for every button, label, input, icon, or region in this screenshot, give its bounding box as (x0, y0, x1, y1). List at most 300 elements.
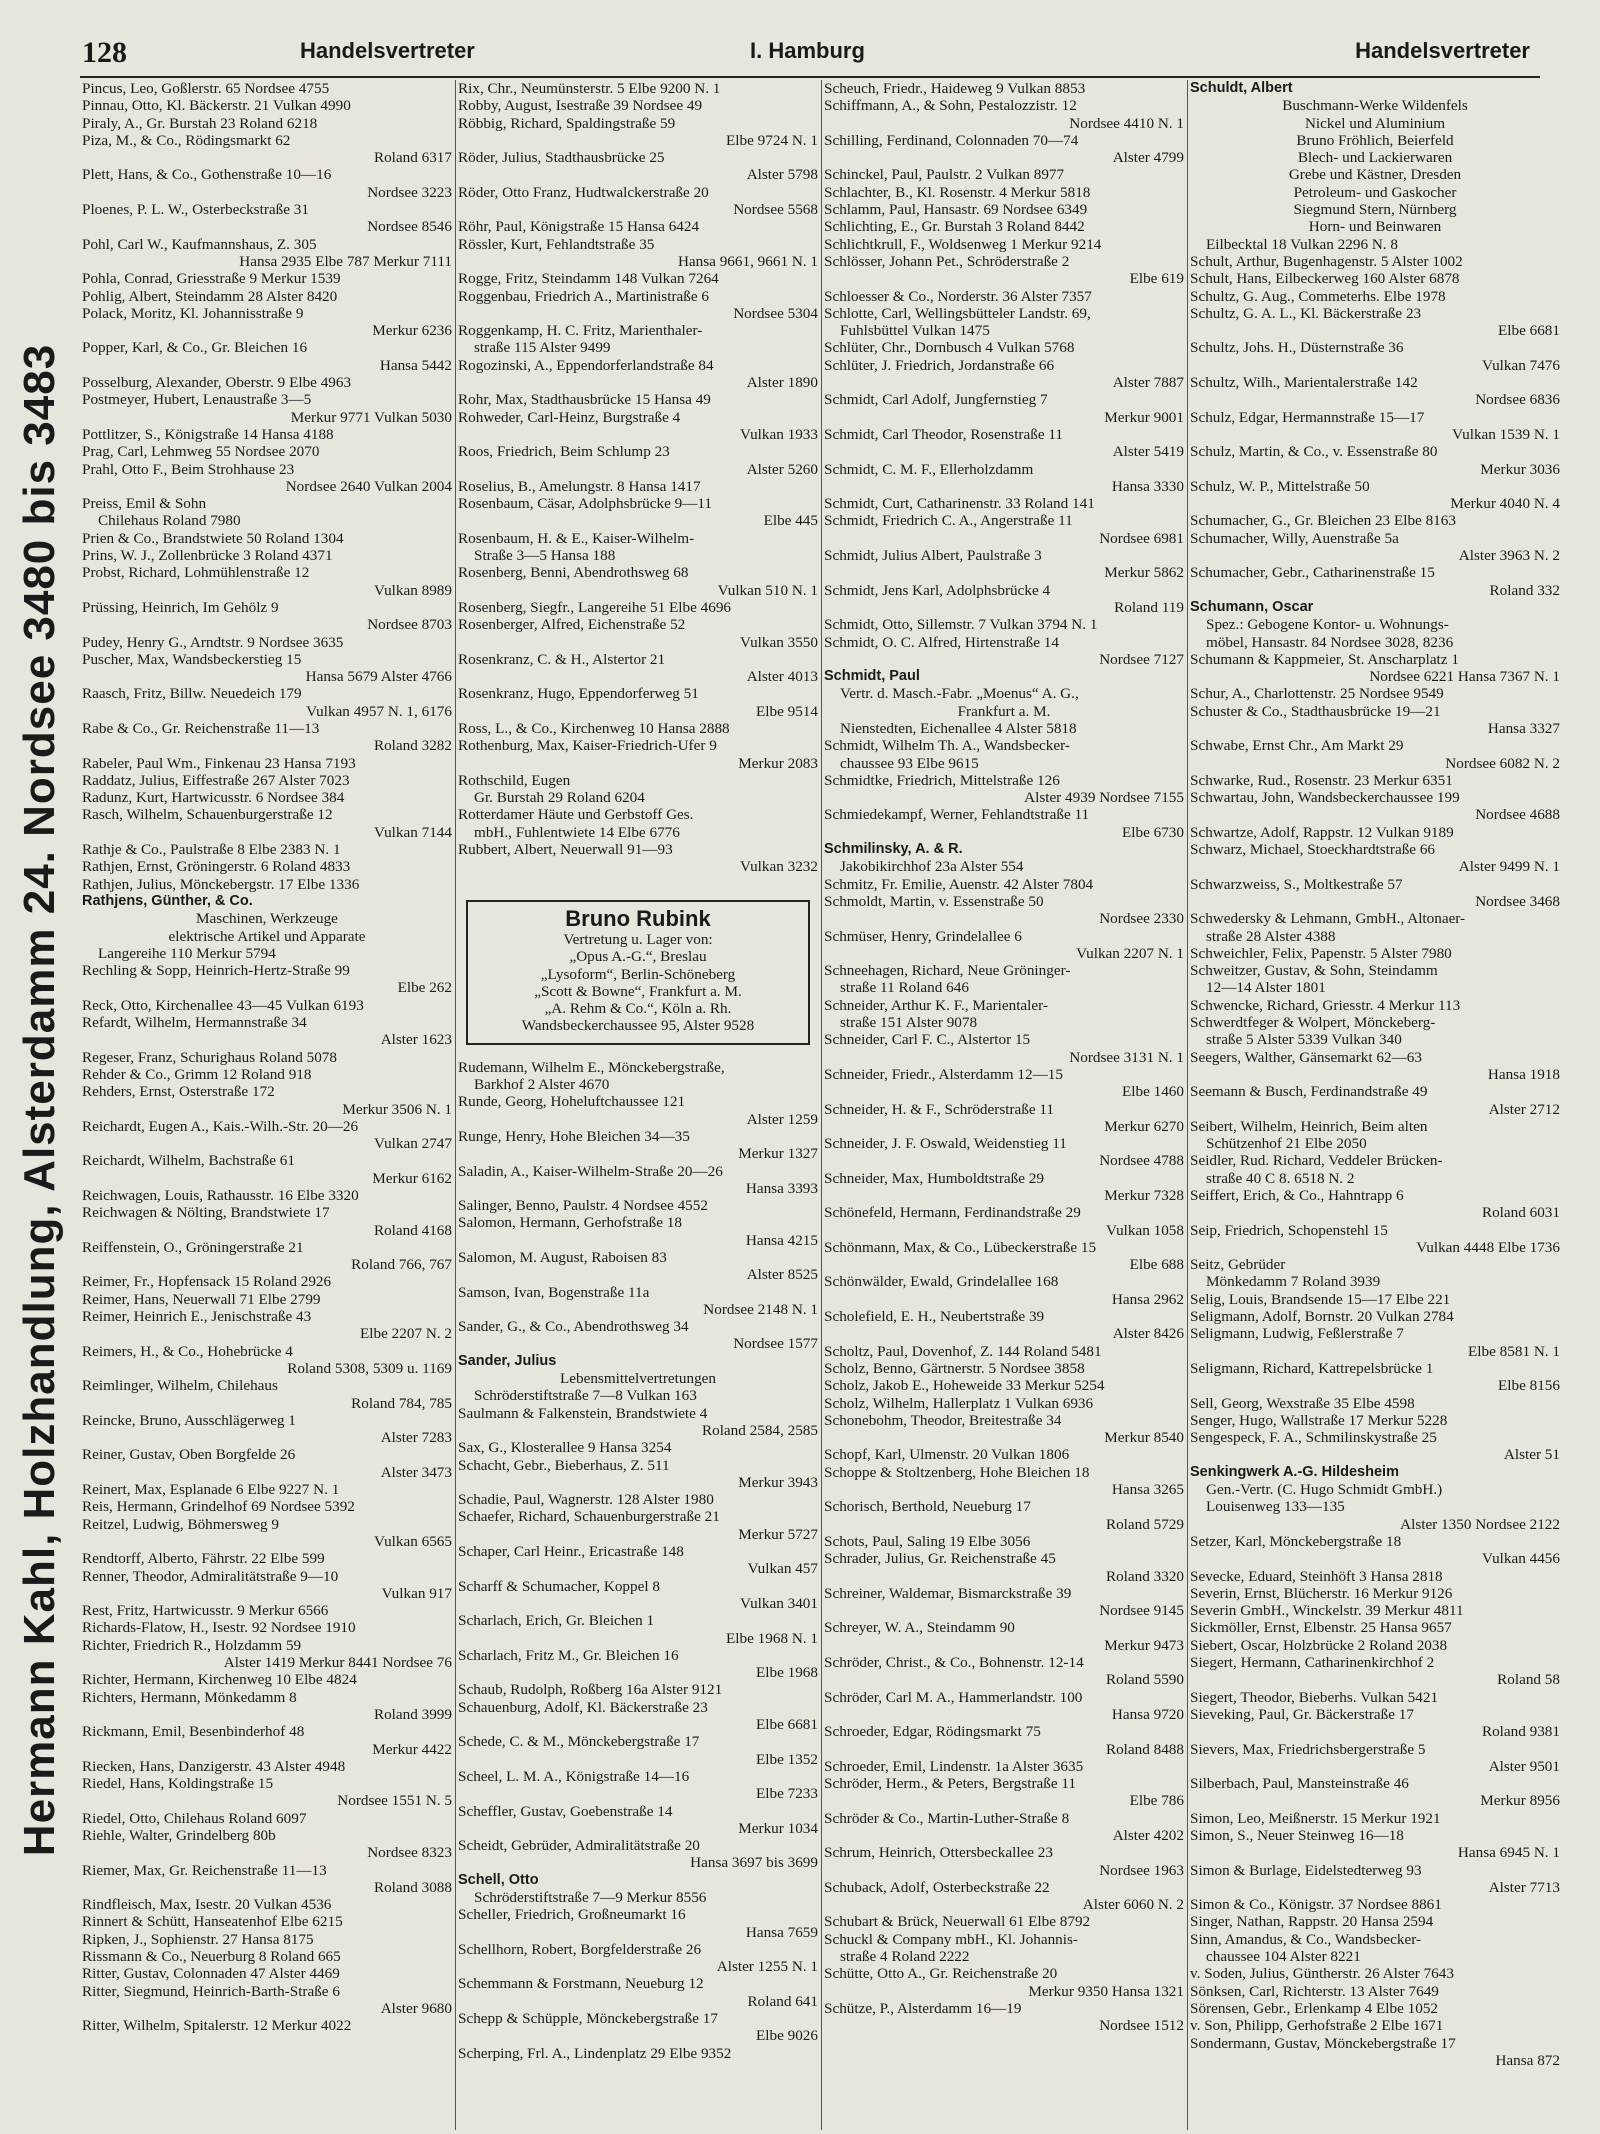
directory-line: Pohlig, Albert, Steindamm 28 Alster 8420 (82, 287, 338, 305)
directory-line: Alster 7283 (380, 1429, 452, 1447)
directory-line: Schemmann & Forstmann, Neueburg 12 (458, 1975, 704, 1993)
directory-line: Elbe 1968 N. 1 (726, 1629, 818, 1647)
directory-line: chaussee 104 Alster 8221 (1206, 1948, 1361, 1966)
directory-line: Schult, Arthur, Bugenhagenstr. 5 Alster 1002 (1190, 252, 1463, 270)
directory-line: Elbe 445 (763, 512, 818, 530)
directory-line: Schlichting, E., Gr. Burstah 3 Roland 8442 (824, 218, 1085, 236)
ad-line: Vertretung u. Lager von: (563, 930, 713, 948)
directory-line: Roland 766, 767 (351, 1256, 452, 1274)
directory-line: Schmidt, O. C. Alfred, Hirtenstraße 14 (824, 633, 1059, 651)
directory-line: Scherping, Frl. A., Lindenplatz 29 Elbe 9352 (458, 2044, 732, 2062)
directory-line: Schönwälder, Ewald, Grindelallee 168 (824, 1273, 1059, 1291)
directory-line: Sengespeck, F. A., Schmilinskystraße 25 (1190, 1429, 1437, 1447)
directory-line: Scheller, Friedrich, Großneumarkt 16 (458, 1906, 686, 1924)
directory-line: Schumacher, Gebr., Catharinenstraße 15 (1190, 564, 1435, 582)
directory-line: Schepp & Schüpple, Mönckebergstraße 17 (458, 2010, 718, 2028)
directory-line: Richter, Hermann, Kirchenweg 10 Elbe 4824 (82, 1671, 357, 1689)
directory-line: Vulkan 6565 (374, 1532, 452, 1550)
directory-line: Seligmann, Adolf, Bornstr. 20 Vulkan 2784 (1190, 1308, 1454, 1326)
directory-line: Schmidt, Jens Karl, Adolphsbrücke 4 (824, 581, 1051, 599)
directory-line: Merkur 1034 (738, 1819, 818, 1837)
directory-line: Röhr, Paul, Königstraße 15 Hansa 6424 (458, 218, 700, 236)
directory-line: Schwartau, John, Wandsbeckerchaussee 199 (1190, 789, 1460, 807)
directory-line: Rosenberg, Siegfr., Langereihe 51 Elbe 4696 (458, 598, 732, 616)
directory-line: Saladin, A., Kaiser-Wilhelm-Straße 20—26 (458, 1162, 723, 1180)
directory-line: Nordsee 6981 (1099, 529, 1184, 547)
directory-line: Rogozinski, A., Eppendorferlandstraße 84 (458, 356, 714, 374)
directory-line: Rechling & Sopp, Heinrich-Hertz-Straße 99 (82, 962, 350, 980)
directory-line: Nordsee 3223 (367, 183, 452, 201)
directory-line: Merkur 7328 (1104, 1187, 1184, 1204)
directory-line: Schmiedekampf, Werner, Fehlandtstraße 11 (824, 806, 1090, 824)
directory-line: Schaub, Rudolph, Roßberg 16a Alster 9121 (458, 1681, 723, 1699)
directory-line: Simon, Leo, Meißnerstr. 15 Merkur 1921 (1190, 1809, 1441, 1827)
directory-line: Reichardt, Wilhelm, Bachstraße 61 (82, 1152, 295, 1170)
directory-line: Vulkan 510 N. 1 (717, 581, 818, 599)
directory-line: Scheel, L. M. A., Königstraße 14—16 (458, 1767, 690, 1785)
directory-line: Alster 4799 (1112, 149, 1184, 167)
directory-line: elektrische Artikel und Apparate (168, 927, 366, 945)
directory-line: Schwerdtfeger & Wolpert, Mönckeberg- (1190, 1014, 1436, 1032)
directory-line: Merkur 1327 (738, 1145, 818, 1163)
directory-line: Alster 9680 (380, 1999, 452, 2017)
directory-line: Vulkan 917 (381, 1584, 452, 1602)
directory-line: Reichardt, Eugen A., Kais.-Wilh.-Str. 20—26 (82, 1117, 359, 1135)
directory-line: Rathjen, Julius, Mönckebergstr. 17 Elbe 1336 (82, 875, 360, 893)
directory-line: Roland 5729 (1105, 1515, 1184, 1533)
directory-line: Reimer, Heinrich E., Jenischstraße 43 (82, 1308, 312, 1326)
directory-line: Schultz, Wilh., Marientalerstraße 142 (1190, 374, 1418, 392)
directory-line: Schmitz, Fr. Emilie, Auenstr. 42 Alster 7804 (824, 875, 1094, 893)
directory-line: straße 5 Alster 5339 Vulkan 340 (1206, 1031, 1402, 1049)
directory-line: Schmidt, Otto, Sillemstr. 7 Vulkan 3794 N. 1 (824, 616, 1098, 634)
directory-line: Schubart & Brück, Neuerwall 61 Elbe 8792 (824, 1913, 1091, 1931)
directory-line: Siegmund Stern, Nürnberg (1293, 201, 1457, 219)
directory-line: Alster 3963 N. 2 (1458, 547, 1560, 565)
directory-line: 12—14 Alster 1801 (1206, 979, 1326, 997)
directory-line: Silberbach, Paul, Mansteinstraße 46 (1190, 1775, 1409, 1793)
directory-line: Rest, Fritz, Hartwicusstr. 9 Merkur 6566 (82, 1602, 329, 1620)
directory-line: Hansa 6945 N. 1 (1457, 1844, 1560, 1862)
directory-line: Schonebohm, Theodor, Breitestraße 34 (824, 1411, 1062, 1429)
directory-line: Schulz, Martin, & Co., v. Essenstraße 80 (1190, 443, 1438, 461)
directory-line: Siegert, Theodor, Bieberhs. Vulkan 5421 (1190, 1688, 1439, 1706)
directory-line: Schultz, G. Aug., Commeterhs. Elbe 1978 (1190, 287, 1446, 305)
directory-line: Alster 1259 (746, 1110, 818, 1128)
ad-line: „Lysoform“, Berlin-Schöneberg (540, 965, 736, 983)
directory-line: Piraly, A., Gr. Burstah 23 Roland 6218 (82, 114, 318, 132)
directory-line: Regeser, Franz, Schurighaus Roland 5078 (82, 1048, 337, 1066)
directory-line: v. Soden, Julius, Güntherstr. 26 Alster 7643 (1190, 1965, 1454, 1983)
directory-line: Saulmann & Falkenstein, Brandstwiete 4 (458, 1404, 708, 1422)
advertisement-box (466, 900, 810, 1045)
entry-heading: Schell, Otto (458, 1871, 539, 1888)
directory-line: Schröder, Carl M. A., Hammerlandstr. 100 (824, 1688, 1083, 1706)
directory-line: Schumann & Kappmeier, St. Anscharplatz 1 (1190, 650, 1459, 668)
directory-line: Schönmann, Max, & Co., Lübeckerstraße 15 (824, 1238, 1097, 1256)
directory-line: Roos, Friedrich, Beim Schlump 23 (458, 443, 670, 461)
column-2-top (458, 80, 818, 876)
directory-line: Schur, A., Charlottenstr. 25 Nordsee 9549 (1190, 685, 1444, 703)
directory-line: Vulkan 4456 (1482, 1550, 1560, 1568)
directory-line: Vulkan 1933 (740, 425, 818, 443)
directory-line: Scharlach, Erich, Gr. Bleichen 1 (458, 1612, 655, 1630)
directory-line: Schrum, Heinrich, Ottersbeckallee 23 (824, 1844, 1053, 1862)
directory-line: Reiner, Gustav, Oben Borgfelde 26 (82, 1446, 296, 1464)
directory-line: Sieveking, Paul, Gr. Bäckerstraße 17 (1190, 1705, 1414, 1723)
directory-line: Scholz, Jakob E., Hoheweide 33 Merkur 5254 (824, 1377, 1105, 1395)
directory-line: Scholefield, E. H., Neubertstraße 39 (824, 1308, 1045, 1326)
directory-line: Prag, Carl, Lehmweg 55 Nordsee 2070 (82, 443, 320, 461)
directory-line: Prins, W. J., Zollenbrücke 3 Roland 4371 (82, 547, 333, 565)
directory-line: Sinn, Amandus, & Co., Wandsbecker- (1190, 1930, 1422, 1948)
directory-line: Hansa 872 (1495, 2051, 1560, 2069)
directory-line: Nordsee 8323 (367, 1844, 452, 1862)
directory-line: Renner, Theodor, Admiralitätstraße 9—10 (82, 1567, 339, 1585)
directory-line: Roland 332 (1489, 581, 1560, 599)
directory-line: Samson, Ivan, Bogenstraße 11a (458, 1283, 650, 1301)
directory-line: Vulkan 2207 N. 1 (1076, 944, 1184, 962)
directory-line: Schloesser & Co., Norderstr. 36 Alster 7357 (824, 287, 1092, 305)
directory-line: Reimer, Fr., Hopfensack 15 Roland 2926 (82, 1273, 332, 1291)
directory-line: Nordsee 1577 (733, 1335, 818, 1353)
directory-line: Elbe 6730 (1121, 823, 1184, 841)
directory-line: Merkur 6236 (372, 322, 452, 340)
directory-line: Rosenbaum, H. & E., Kaiser-Wilhelm- (458, 529, 695, 547)
directory-line: Reichwagen & Nölting, Brandstwiete 17 (82, 1204, 330, 1222)
directory-line: Schaper, Carl Heinr., Ericastraße 148 (458, 1543, 684, 1561)
page-header (70, 36, 1570, 72)
entry-heading: Sander, Julius (458, 1352, 557, 1369)
directory-line: Vulkan 1058 (1106, 1221, 1184, 1239)
directory-line: mbH., Fuhlentwiete 14 Elbe 6776 (474, 823, 680, 841)
directory-line: Refardt, Wilhelm, Hermannstraße 34 (82, 1014, 307, 1032)
directory-line: Merkur 9350 Hansa 1321 (1028, 1982, 1184, 2000)
directory-line: Schmüser, Henry, Grindelallee 6 (824, 927, 1022, 945)
directory-line: Rissmann & Co., Neuerburg 8 Roland 665 (82, 1948, 341, 1966)
directory-line: Elbe 8156 (1497, 1377, 1560, 1395)
directory-line: Buschmann-Werke Wildenfels (1282, 97, 1468, 115)
directory-line: Radunz, Kurt, Hartwicusstr. 6 Nordsee 384 (82, 789, 345, 807)
directory-line: Mönkedamm 7 Roland 3939 (1206, 1273, 1381, 1291)
directory-line: Nordsee 6221 Hansa 7367 N. 1 (1369, 668, 1560, 686)
directory-line: straße 11 Roland 646 (840, 979, 969, 997)
directory-line: Blech- und Lackierwaren (1297, 149, 1453, 167)
directory-line: Rehders, Ernst, Osterstraße 172 (82, 1083, 275, 1101)
directory-line: Roland 5308, 5309 u. 1169 (287, 1359, 452, 1377)
directory-line: Merkur 9473 (1104, 1636, 1184, 1654)
directory-line: Rudemann, Wilhelm E., Mönckebergstraße, (458, 1058, 725, 1076)
directory-line: Schmidt, Carl Theodor, Rosenstraße 11 (824, 425, 1063, 443)
directory-line: Seidler, Rud. Richard, Veddeler Brücken- (1190, 1152, 1443, 1170)
directory-line: Nordsee 2330 (1099, 910, 1184, 928)
directory-line: Merkur 5862 (1104, 564, 1184, 582)
directory-line: Nordsee 4788 (1099, 1152, 1184, 1170)
directory-line: Schlotte, Carl, Wellingsbütteler Landstr. 69, (824, 304, 1091, 322)
directory-line: Horn- und Beinwaren (1308, 218, 1442, 236)
directory-line: straße 4 Roland 2222 (840, 1948, 970, 1966)
directory-line: Merkur 8540 (1104, 1429, 1184, 1447)
directory-line: Schauenburg, Adolf, Kl. Bäckerstraße 23 (458, 1698, 708, 1716)
directory-line: Röbbig, Richard, Spaldingstraße 59 (458, 114, 676, 132)
directory-line: Alster 9501 (1488, 1757, 1560, 1775)
directory-line: Alster 1419 Merkur 8441 Nordsee 76 (223, 1654, 452, 1672)
directory-line: Petroleum- und Gaskocher (1293, 183, 1457, 201)
directory-line: Riemer, Max, Gr. Reichenstraße 11—13 (82, 1861, 327, 1879)
directory-line: Schiffmann, A., & Sohn, Pestalozzistr. 12 (824, 97, 1077, 115)
directory-line: Nordsee 8546 (367, 218, 452, 236)
directory-line: Polack, Moritz, Kl. Johannisstraße 9 (82, 304, 304, 322)
directory-line: Nordsee 1963 (1099, 1861, 1184, 1879)
directory-line: Rohweder, Carl-Heinz, Burgstraße 4 (458, 408, 681, 426)
directory-line: Straße 3—5 Hansa 188 (474, 547, 616, 565)
directory-line: Schopf, Karl, Ulmenstr. 20 Vulkan 1806 (824, 1446, 1070, 1464)
directory-line: Schneider, Friedr., Alsterdamm 12—15 (824, 1065, 1063, 1083)
directory-line: Rosenkranz, Hugo, Eppendorferweg 51 (458, 685, 699, 703)
side-banner-text: Hermann Kahl, Holzhandlung, Alsterdamm 24. Nordsee 3480 bis 3483 (15, 343, 64, 1857)
directory-line: Roland 9381 (1481, 1723, 1560, 1741)
directory-line: Schumacher, G., Gr. Bleichen 23 Elbe 8163 (1190, 512, 1456, 530)
directory-line: Schneider, J. F. Oswald, Weidenstieg 11 (824, 1135, 1067, 1153)
directory-line: Hansa 2962 (1111, 1290, 1184, 1308)
directory-line: Sickmöller, Ernst, Elbenstr. 25 Hansa 9657 (1190, 1619, 1452, 1637)
directory-line: Schröderstiftstraße 7—8 Vulkan 163 (474, 1387, 697, 1405)
directory-line: Scheffler, Gustav, Goebenstraße 14 (458, 1802, 673, 1820)
directory-line: Schönefeld, Hermann, Ferdinandstraße 29 (824, 1204, 1081, 1222)
directory-line: Schmidt, Carl Adolf, Jungfernstieg 7 (824, 391, 1048, 409)
directory-line: Seligmann, Ludwig, Feßlerstraße 7 (1190, 1325, 1404, 1343)
directory-line: Scheuch, Friedr., Haideweg 9 Vulkan 8853 (824, 80, 1086, 97)
directory-line: Schlüter, Chr., Dornbusch 4 Vulkan 5768 (824, 339, 1075, 357)
directory-line: Schwedersky & Lehmann, GmbH., Altonaer- (1190, 910, 1466, 928)
directory-line: Nordsee 2148 N. 1 (703, 1300, 818, 1318)
directory-line: Elbe 688 (1129, 1256, 1184, 1274)
directory-line: Schneider, Carl F. C., Alstertor 15 (824, 1031, 1031, 1049)
directory-line: Roggenbau, Friedrich A., Martinistraße 6 (458, 287, 709, 305)
directory-line: Plett, Hans, & Co., Gothenstraße 10—16 (82, 166, 332, 184)
directory-line: Scholz, Wilhelm, Hallerplatz 1 Vulkan 6936 (824, 1394, 1094, 1412)
directory-line: Schult, Hans, Eilbeckerweg 160 Alster 6878 (1190, 270, 1460, 288)
directory-line: Preiss, Emil & Sohn (82, 495, 207, 513)
directory-line: Roland 6317 (373, 149, 452, 167)
directory-line: Alster 1350 Nordsee 2122 (1400, 1515, 1560, 1533)
directory-line: straße 40 C 8. 6518 N. 2 (1206, 1169, 1355, 1187)
directory-line: Nordsee 8703 (367, 616, 452, 634)
directory-line: Popper, Karl, & Co., Gr. Bleichen 16 (82, 339, 308, 357)
directory-line: Schuback, Adolf, Osterbeckstraße 22 (824, 1878, 1050, 1896)
directory-line: Prüssing, Heinrich, Im Gehölz 9 (82, 598, 279, 616)
directory-line: Alster 5419 (1112, 443, 1184, 461)
directory-line: Reimer, Hans, Neuerwall 71 Elbe 2799 (82, 1290, 321, 1308)
directory-line: Rothschild, Eugen (458, 771, 571, 789)
directory-line: Pudey, Henry G., Arndtstr. 9 Nordsee 3635 (82, 633, 344, 651)
directory-line: Seip, Friedrich, Schopenstehl 15 (1190, 1221, 1388, 1239)
directory-line: Schuckl & Company mbH., Kl. Johannis- (824, 1930, 1078, 1948)
directory-line: Vulkan 3550 (740, 633, 818, 651)
directory-line: Hansa 9720 (1111, 1705, 1184, 1723)
directory-line: Merkur 4040 N. 4 (1450, 495, 1560, 513)
directory-line: Schaefer, Richard, Schauenburgerstraße 21 (458, 1508, 720, 1526)
directory-line: Hansa 3393 (745, 1179, 818, 1197)
directory-line: Nordsee 3131 N. 1 (1069, 1048, 1184, 1066)
directory-line: Alster 8525 (746, 1266, 818, 1284)
directory-line: Ritter, Wilhelm, Spitalerstr. 12 Merkur 4022 (82, 2017, 352, 2035)
directory-line: Reinert, Max, Esplanade 6 Elbe 9227 N. 1 (82, 1481, 340, 1499)
directory-line: Salomon, M. August, Raboisen 83 (458, 1249, 667, 1266)
directory-line: Elbe 1460 (1121, 1083, 1184, 1101)
column-divider (455, 80, 456, 2130)
directory-line: Alster 1890 (746, 374, 818, 392)
directory-line: Severin GmbH., Winckelstr. 39 Merkur 4811 (1190, 1602, 1464, 1620)
directory-line: Schwarzweiss, S., Moltkestraße 57 (1190, 875, 1403, 893)
directory-line: Roland 8488 (1105, 1740, 1184, 1758)
directory-line: Alster 4202 (1112, 1826, 1184, 1844)
directory-line: Merkur 6270 (1104, 1117, 1184, 1135)
directory-line: Nordsee 1512 (1099, 2017, 1184, 2035)
directory-line: Vulkan 4448 Elbe 1736 (1416, 1238, 1560, 1256)
directory-line: Pohla, Conrad, Griesstraße 9 Merkur 1539 (82, 270, 341, 288)
ad-line: „Opus A.-G.“, Breslau (569, 948, 707, 966)
directory-line: Maschinen, Werkzeuge (196, 910, 338, 928)
directory-line: Sevecke, Eduard, Steinhöft 3 Hansa 2818 (1190, 1567, 1443, 1585)
directory-line: Sörensen, Gebr., Erlenkamp 4 Elbe 1052 (1190, 1999, 1439, 2017)
directory-line: Nickel und Aluminium (1304, 114, 1446, 132)
directory-line: Puscher, Max, Wandsbeckerstieg 15 (82, 650, 302, 668)
directory-line: Alster 5260 (746, 460, 818, 478)
directory-line: Rathje & Co., Paulstraße 8 Elbe 2383 N. 1 (82, 841, 341, 859)
directory-line: Rabeler, Paul Wm., Finkenau 23 Hansa 7193 (82, 754, 356, 772)
directory-line: Bruno Fröhlich, Beierfeld (1296, 131, 1454, 149)
directory-line: Richter, Friedrich R., Holzdamm 59 (82, 1636, 302, 1654)
directory-line: Reck, Otto, Kirchenallee 43—45 Vulkan 6193 (82, 996, 364, 1014)
directory-line: Ritter, Siegmund, Heinrich-Barth-Straße 6 (82, 1982, 340, 2000)
directory-line: Robby, August, Isestraße 39 Nordsee 49 (458, 97, 703, 115)
page-number: 128 (82, 36, 127, 69)
directory-line: Hansa 7659 (745, 1923, 818, 1941)
directory-line: Raasch, Fritz, Billw. Neuedeich 179 (82, 685, 302, 703)
directory-line: Vulkan 7144 (374, 823, 452, 841)
directory-line: Rix, Chr., Neumünsterstr. 5 Elbe 9200 N. 1 (458, 80, 721, 97)
directory-line: Frankfurt a. M. (957, 702, 1051, 720)
directory-line: Schmidt, Friedrich C. A., Angerstraße 11 (824, 512, 1073, 530)
directory-line: Sievers, Max, Friedrichsbergerstraße 5 (1190, 1740, 1426, 1758)
directory-line: Riedel, Hans, Koldingstraße 15 (82, 1775, 274, 1793)
directory-line: Hansa 4215 (745, 1231, 818, 1249)
directory-line: Merkur 4422 (372, 1740, 452, 1758)
directory-line: Seegers, Walther, Gänsemarkt 62—63 (1190, 1048, 1422, 1066)
directory-line: Schumacher, Willy, Auenstraße 5a (1190, 529, 1399, 547)
directory-line: Merkur 5727 (738, 1525, 818, 1543)
directory-line: Spez.: Gebogene Kontor- u. Wohnungs- (1206, 616, 1449, 634)
entry-heading: Rathjens, Günther, & Co. (82, 892, 253, 909)
directory-line: Vulkan 3232 (740, 858, 818, 876)
directory-line: Hansa 5442 (379, 356, 452, 374)
directory-line: Roland 2584, 2585 (701, 1421, 818, 1439)
directory-line: Rössler, Kurt, Fehlandtstraße 35 (458, 235, 655, 253)
directory-line: Roland 3088 (373, 1878, 452, 1896)
directory-line: Alster 2712 (1488, 1100, 1560, 1118)
directory-line: Roland 641 (747, 1992, 818, 2010)
column-divider (821, 80, 822, 2130)
directory-line: Rotterdamer Häute und Gerbstoff Ges. (458, 806, 694, 824)
directory-line: Schreiner, Waldemar, Bismarckstraße 39 (824, 1584, 1072, 1602)
directory-line: Scholz, Benno, Gärtnerstr. 5 Nordsee 3858 (824, 1359, 1085, 1377)
directory-line: Merkur 3506 N. 1 (342, 1100, 452, 1118)
entry-heading: Schumann, Oscar (1190, 598, 1314, 615)
entry-heading: Schuldt, Albert (1190, 80, 1293, 96)
directory-line: Merkur 9771 Vulkan 5030 (290, 408, 452, 426)
directory-line: Ritter, Gustav, Colonnaden 47 Alster 4469 (82, 1965, 340, 1983)
directory-line: Schellhorn, Robert, Borgfelderstraße 26 (458, 1940, 702, 1958)
directory-line: Rinnert & Schütt, Hanseatenhof Elbe 6215 (82, 1913, 343, 1931)
directory-line: Gr. Burstah 29 Roland 6204 (474, 789, 645, 807)
column-1 (82, 80, 452, 2130)
directory-line: Roland 4168 (373, 1221, 452, 1239)
directory-line: Vulkan 8989 (374, 581, 452, 599)
directory-line: Elbe 9724 N. 1 (726, 131, 818, 149)
directory-line: Reimers, H., & Co., Hohebrücke 4 (82, 1342, 293, 1360)
directory-line: Merkur 3036 (1480, 460, 1560, 478)
directory-line: Schuster & Co., Stadthausbrücke 19—21 (1190, 702, 1441, 720)
directory-line: Vulkan 1539 N. 1 (1452, 425, 1560, 443)
directory-line: Seiffert, Erich, & Co., Hahntrapp 6 (1190, 1187, 1404, 1204)
directory-line: Schröder, Herm., & Peters, Bergstraße 11 (824, 1775, 1077, 1793)
directory-line: Schmidt, C. M. F., Ellerholzdamm (824, 460, 1034, 478)
directory-line: Elbe 1968 (755, 1664, 818, 1682)
column-2 (458, 80, 818, 2130)
directory-line: Schroeder, Edgar, Rödingsmarkt 75 (824, 1723, 1041, 1741)
directory-line: Severin, Ernst, Blücherstr. 16 Merkur 9126 (1190, 1584, 1453, 1602)
ad-line: Wandsbeckerchaussee 95, Alster 9528 (521, 1017, 755, 1035)
directory-line: Pottlitzer, S., Königstraße 14 Hansa 4188 (82, 425, 334, 443)
directory-line: Schwarke, Rud., Rosenstr. 23 Merkur 6351 (1190, 771, 1453, 789)
directory-line: Reitzel, Ludwig, Böhmersweg 9 (82, 1515, 279, 1533)
directory-line: Lebensmittelvertretungen (559, 1370, 717, 1388)
directory-line: Elbe 8581 N. 1 (1468, 1342, 1560, 1360)
directory-line: Vulkan 4957 N. 1, 6176 (306, 702, 452, 720)
directory-line: Hansa 2935 Elbe 787 Merkur 7111 (239, 252, 452, 270)
directory-line: Schneider, Arthur K. F., Marientaler- (824, 996, 1048, 1014)
directory-line: Schmidt, Curt, Catharinenstr. 33 Roland 141 (824, 495, 1095, 513)
directory-line: Alster 51 (1503, 1446, 1560, 1464)
directory-line: Schulz, W. P., Mittelstraße 50 (1190, 477, 1370, 495)
directory-line: Schlamm, Paul, Hansastr. 69 Nordsee 6349 (824, 201, 1088, 219)
directory-line: Röder, Otto Franz, Hudtwalckerstraße 20 (458, 183, 709, 201)
directory-line: Posselburg, Alexander, Oberstr. 9 Elbe 4963 (82, 374, 352, 392)
directory-line: Vertr. d. Masch.-Fabr. „Moenus“ A. G., (840, 685, 1079, 703)
directory-line: Runge, Henry, Hohe Bleichen 34—35 (458, 1127, 690, 1145)
directory-line: Pinnau, Otto, Kl. Bäckerstr. 21 Vulkan 4990 (82, 97, 351, 115)
directory-line: Nordsee 9145 (1099, 1602, 1184, 1620)
directory-line: Roggenkamp, H. C. Fritz, Marienthaler- (458, 322, 703, 340)
directory-line: Alster 4939 Nordsee 7155 (1024, 789, 1184, 807)
directory-line: Seitz, Gebrüder (1190, 1256, 1286, 1274)
directory-line: Merkur 2083 (738, 754, 818, 772)
directory-line: Postmeyer, Hubert, Lenaustraße 3—5 (82, 391, 312, 409)
directory-line: Elbe 262 (397, 979, 452, 997)
directory-line: Nordsee 6836 (1475, 391, 1560, 409)
directory-line: Rosenbaum, Cäsar, Adolphsbrücke 9—11 (458, 495, 713, 513)
directory-line: Schützenhof 21 Elbe 2050 (1206, 1135, 1367, 1153)
directory-line: Hansa 3327 (1487, 719, 1560, 737)
directory-line: Merkur 9001 (1104, 408, 1184, 426)
directory-line: Schmidtke, Friedrich, Mittelstraße 126 (824, 771, 1060, 789)
directory-line: Seligmann, Richard, Kattrepelsbrücke 1 (1190, 1359, 1434, 1377)
directory-line: Sönksen, Carl, Richterstr. 13 Alster 7649 (1190, 1982, 1439, 2000)
directory-line: Schröder, Christ., & Co., Bohnenstr. 12-14 (824, 1654, 1084, 1672)
directory-line: Alster 7713 (1488, 1878, 1560, 1896)
directory-line: Schröder & Co., Martin-Luther-Straße 8 (824, 1809, 1070, 1827)
